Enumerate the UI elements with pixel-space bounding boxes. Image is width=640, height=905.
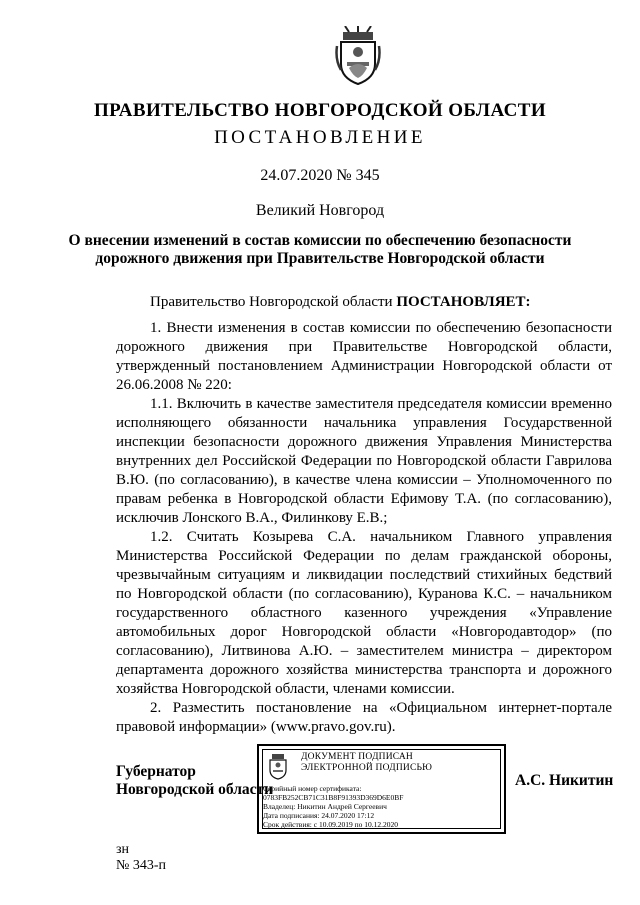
signatory-title-line-2: Новгородской области [116, 781, 274, 798]
document-type: ПОСТАНОВЛЕНИЕ [214, 127, 426, 148]
footer-doc-ref: № 343-п [116, 858, 167, 873]
stamp-serial-label: Серийный номер сертификата: [263, 784, 362, 793]
stamp-signed-date: Дата подписания: 24.07.2020 17:12 [263, 811, 375, 820]
stamp-title-line-2: ЭЛЕКТРОННОЙ ПОДПИСЬЮ [301, 763, 433, 773]
signatory-title [116, 763, 273, 799]
government-name: ПРАВИТЕЛЬСТВО НОВГОРОДСКОЙ ОБЛАСТИ [94, 100, 546, 121]
stamp-validity: Срок действия: с 10.09.2019 по 10.12.2020 [263, 820, 398, 829]
stamp-title-line-1: ДОКУМЕНТ ПОДПИСАН [301, 752, 413, 762]
date-and-number: 24.07.2020 № 345 [260, 167, 380, 184]
electronic-signature-stamp [257, 744, 506, 834]
stamp-details [263, 784, 403, 829]
subject-line-1: О внесении изменений в состав комиссии по обеспечению безопасности [68, 232, 572, 249]
footer-reference [116, 842, 166, 874]
subject-line-2: дорожного движения при Правительстве Новгородской области [95, 250, 545, 267]
stamp-emblem-icon [267, 752, 289, 780]
intro-resolves: ПОСТАНОВЛЯЕТ: [396, 294, 531, 310]
paragraph-1-2: 1.2. Считать Козырева С.А. начальником Главного управления Министерства Российской Федерации по делам гражданской обороны, чрезвычайным ситуациям и ликвидации последствий стихийных бедствий по Новгородской области (по согласованию), Куранова К.С. – начальником государственного областного казенного учреждения «Управление автомобильных дорог Новгородской области «Новгородавтодор» (по согласованию), Литвинова А.Ю. – заместителем министра – директором департамента дорожного хозяйства министерства транспорта и дорожного хозяйства Новгородской области, членами комиссии. [116, 529, 612, 697]
resolution-intro [116, 293, 612, 312]
signatory-name: А.С. Никитин [515, 772, 614, 789]
resolution-body [116, 319, 612, 737]
paragraph-1: 1. Внести изменения в состав комиссии по обеспечению безопасности дорожного движения при Правительстве Новгородской области, утвержденный постановлением Администрации Новгородской области от 26.06.2008 № 220: [116, 320, 612, 393]
city-name: Великий Новгород [255, 202, 385, 219]
stamp-title [301, 752, 432, 774]
coat-of-arms-emblem [335, 26, 381, 86]
paragraph-2: 2. Разместить постановление на «Официальном интернет-портале правовой информации» (www.pravo.gov.ru). [116, 700, 612, 735]
intro-text: Правительство Новгородской области [150, 294, 397, 310]
stamp-owner: Владелец: Никитин Андрей Сергеевич [263, 802, 387, 811]
stamp-serial: 0783FB252CB71C31B8F91393D369D6E0BF [263, 793, 404, 802]
paragraph-1-1: 1.1. Включить в качестве заместителя председателя комиссии временно исполняющего обязанности начальника управления Государственной инспекции безопасности дорожного движения Управления Министерства внутренних дел Российской Федерации по Новгородской области Гаврилова В.Ю. (по согласованию), в качестве члена комиссии – Уполномоченного по правам ребенка в Новгородской области Ефимову Т.А. (по согласованию), исключив Лонского В.А., Филинкову Е.В.; [116, 396, 612, 526]
signatory-title-line-1: Губернатор [116, 763, 196, 780]
footer-initials: зн [116, 842, 130, 857]
document-subject [0, 232, 640, 268]
